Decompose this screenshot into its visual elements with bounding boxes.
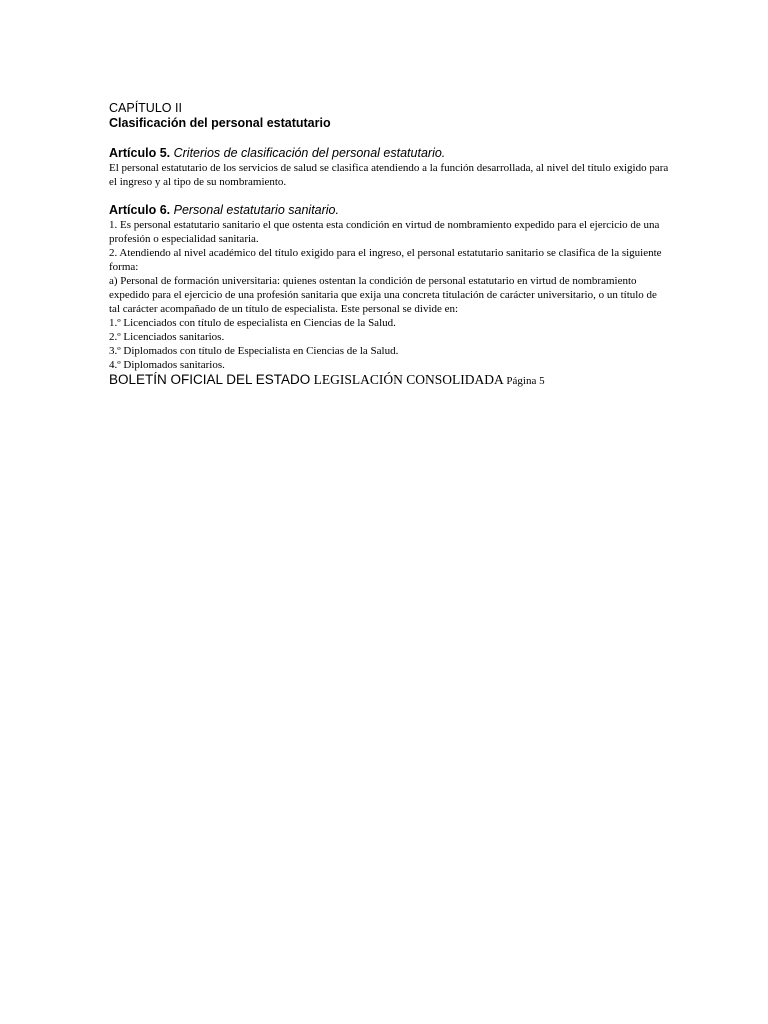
article-6-paragraph: a) Personal de formación universitaria: quienes ostentan la condición de personal estatutario en virtud de nombramiento expedido para el ejercicio de una profesión sanitaria que exija una concreta titulación de carácter universitario, o un título de tal carácter acompañado de un título de especialista. Este personal se divide en: — [109, 275, 657, 315]
article-6-list-item: 1.º Licenciados con título de especialista en Ciencias de la Salud. — [109, 317, 396, 329]
page-footer — [109, 372, 669, 389]
article-6-list-item: 2.º Licenciados sanitarios. — [109, 331, 225, 343]
article-6-paragraph: 1. Es personal estatutario sanitario el que ostenta esta condición en virtud de nombramiento expedido para el ejercicio de una profesión o especialidad sanitaria. — [109, 219, 660, 245]
footer-page-number: Página 5 — [506, 375, 545, 387]
article-5-name: Criterios de clasificación del personal estatutario. — [173, 146, 446, 160]
article-6-body — [109, 218, 669, 372]
chapter-label: CAPÍTULO II — [109, 101, 182, 115]
article-6-heading — [109, 203, 669, 218]
article-6-number: Artículo 6. — [109, 203, 171, 217]
article-6-list-item: 3.º Diplomados con título de Especialista en Ciencias de la Salud. — [109, 345, 399, 357]
article-5-heading — [109, 146, 669, 161]
article-5-body — [109, 161, 669, 189]
footer-boe: BOLETÍN OFICIAL DEL ESTADO — [109, 372, 311, 387]
article-6-paragraph: 2. Atendiendo al nivel académico del título exigido para el ingreso, el personal estatutario sanitario se clasifica de la siguiente forma: — [109, 247, 662, 273]
article-6-list-item: 4.º Diplomados sanitarios. — [109, 359, 225, 371]
article-5-paragraph: El personal estatutario de los servicios de salud se clasifica atendiendo a la función desarrollada, al nivel del título exigido para el ingreso y al tipo de su nombramiento. — [109, 162, 669, 188]
chapter-title: Clasificación del personal estatutario — [109, 116, 331, 130]
article-6-name: Personal estatutario sanitario. — [173, 203, 339, 217]
document-page — [109, 101, 669, 389]
article-5-number: Artículo 5. — [109, 146, 171, 160]
footer-legislation: LEGISLACIÓN CONSOLIDADA — [313, 372, 504, 387]
